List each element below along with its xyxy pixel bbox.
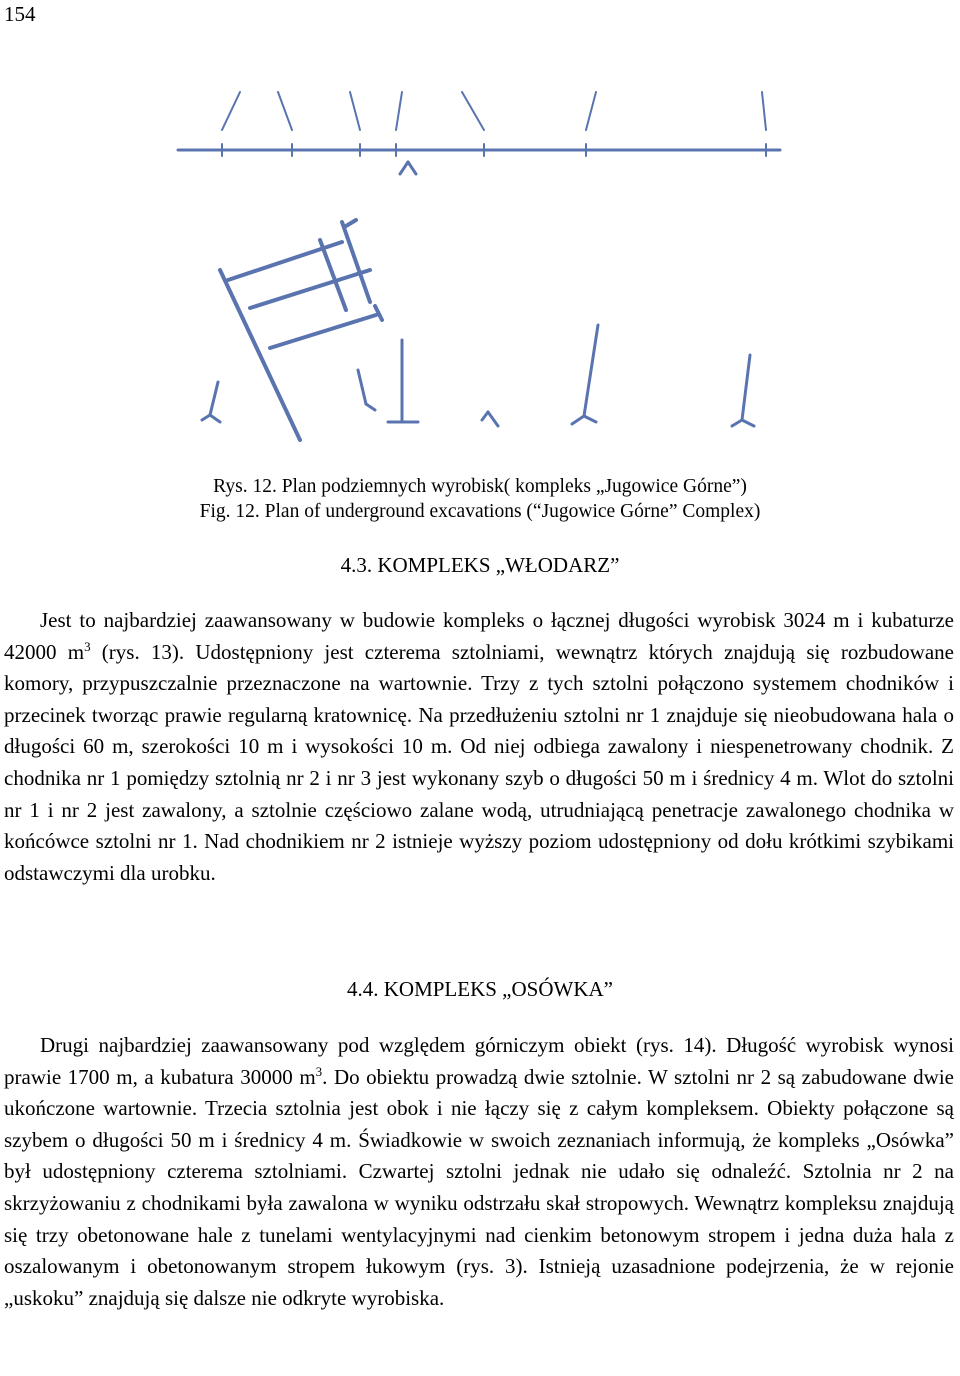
section-heading-osowka: 4.4. KOMPLEKS „OSÓWKA” — [347, 977, 613, 1001]
paragraph-text: . Do obiektu prowadzą dwie sztolnie. W sztolni nr 2 są zabudowane dwie ukończone wartownie. Trzecia sztolnia jest obok i nie łączy się z całym kompleksem. Obiekty połączone są szybem o długości 50 m i średnicy 4 m. Świadkowie w swoich zeznaniach informują, że kompleks „Osówka” był udostępniony czterema sztolniami. Czwartej sztolni jednak nie udało się odnaleźć. Sztolnia nr 2 na skrzyżowaniu z chodnikami była zawalona w wyniku odstrzału skał stropowych. Wewnątrz kompleksu znajdują się trzy obetonowane hale z tunelami wentylacyjnymi nad cienkim betonowym stropem i jedna duża hala z oszalowanym i obetonowanym stropem łukowym (rys. 3). Istnieją uzasadnione podejrzenia, że w rejonie „uskoku” znajdują się dalsze nie odkryte wyrobiska. — [4, 1064, 954, 1310]
paragraph-text: (rys. 13). Udostępniony jest czterema sztolniami, wewnątrz których znajdują się rozbudowane komory, przypuszczalnie przeznaczone na wartownie. Trzy z tych sztolni połączono systemem chodników i przecinek tworząc prawie regularną kratownicę. Na przedłużeniu sztolni nr 1 znajduje się nieobudowana hala o długości 60 m, szerokości 10 m i wysokości 10 m. Od niej odbiega zawalony i niespenetrowany chodnik. Z chodnika nr 1 pomiędzy sztolnią nr 2 i nr 3 jest wykonany szyb o długości 50 m i średnicy 4 m. Wlot do sztolni nr 1 i nr 2 jest zawalony, a sztolnie częściowo zalane wodą, utrudniającą penetracje zawalonego chodnika w końcówce sztolni nr 1. Nad chodnikiem nr 2 istnieje wyższy poziom udostępniony od dołu krótkimi szybikami odstawczymi dla urobku. — [4, 639, 954, 885]
section-paragraph-wlodarz — [4, 605, 954, 889]
paragraph-text: Drugi najbardziej zaawansowany pod względem górniczym obiekt (rys. 14). Długość wyrobisk wynosi prawie 1700 m, a kubatura 30000 m — [4, 1033, 954, 1089]
superscript: 3 — [84, 638, 91, 654]
section-paragraph-osowka — [4, 1030, 954, 1314]
section-heading-wlodarz: 4.3. KOMPLEKS „WŁODARZ” — [340, 553, 620, 577]
figure-caption-pl: Rys. 12. Plan podziemnych wyrobisk( kompleks „Jugowice Górne”) — [213, 476, 747, 497]
figure-caption-en: Fig. 12. Plan of underground excavations (“Jugowice Górne” Complex) — [199, 501, 761, 522]
page-number: 154 — [4, 2, 36, 26]
underground-plan-figure — [170, 70, 790, 460]
superscript: 3 — [315, 1063, 323, 1079]
paragraph-text: Jest to najbardziej zaawansowany w budowie kompleks o łącznej długości wyrobisk 3024 m i kubaturze 42000 m — [4, 608, 954, 664]
